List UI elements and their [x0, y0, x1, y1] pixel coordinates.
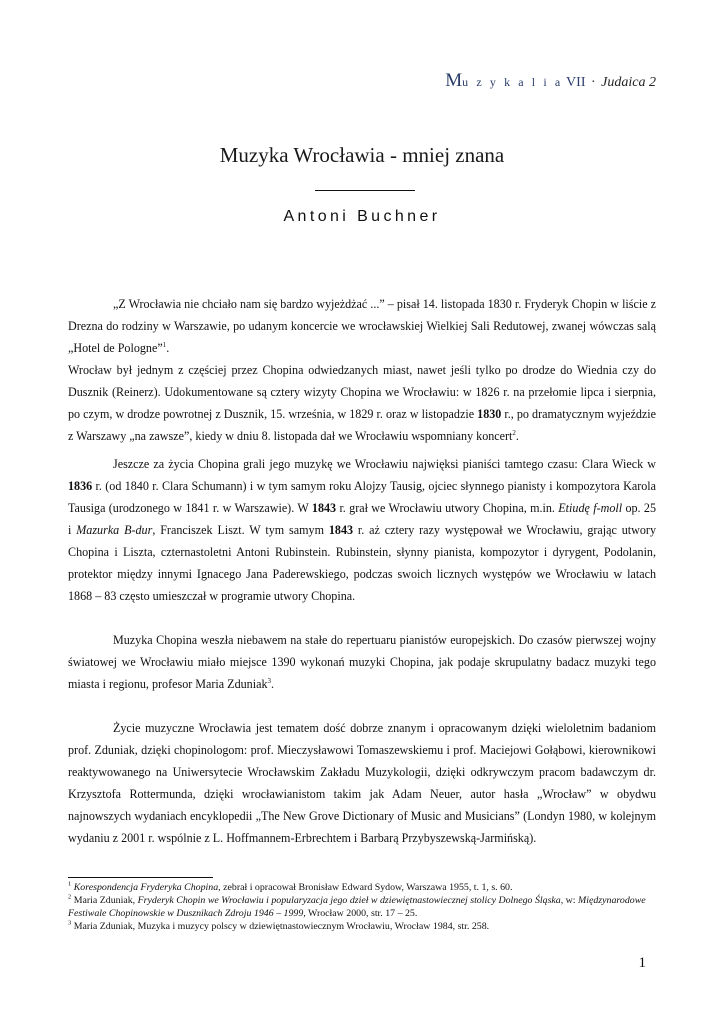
- paragraph-text: op. 25 i: [68, 501, 657, 537]
- header-separator: ·: [587, 75, 600, 90]
- bold-year: 1830: [477, 407, 502, 421]
- header-journal-initial: M: [445, 70, 463, 91]
- title-divider: [315, 190, 415, 191]
- article-body: [68, 293, 656, 849]
- paragraph-text: .: [271, 677, 275, 691]
- paragraph-text: , Franciszek Liszt. W tym samym: [152, 523, 329, 537]
- header-journal-name: u z y k a l i a: [462, 75, 563, 89]
- footnote-number: 1: [68, 880, 72, 888]
- footnote-text: Wrocław 2000, str. 17 – 25.: [305, 908, 418, 919]
- paragraph-5: [68, 717, 656, 849]
- footnote-3: [68, 920, 658, 933]
- paragraph-text: Muzyka Chopina weszła niebawem na stałe do repertuaru pianistów europejskich. Do czasów pierwszej wojny światowej we Wrocławiu miało miejsce 1390 wykonań muzyki Chopina, jak podaje skrupulatny badacz muzyki tego miasta i regionu, profesor Maria Zduniak: [68, 633, 656, 691]
- paragraph-3: [68, 453, 656, 607]
- footnotes: [68, 881, 658, 933]
- footnote-title: Fryderyk Chopin we Wrocławiu i popularyzacja jego dzieł w dziewiętnastowiecznej stolicy Dolnego Śląska: [137, 895, 561, 906]
- footnote-number: 2: [68, 893, 72, 901]
- bold-year: 1843: [328, 523, 354, 537]
- paragraph-text: r. aż cztery razy występował we Wrocławiu, grając utwory Chopina i Liszta, czternastoletni Antoni Rubinstein. Rubinstein, słynny pianista, kompozytor i dyrygent, Podolanin, protektor między innymi Ignacego Jana Paderewskiego, podczas swoich licznych występów we Wrocławiu w latach 1868 – 83 często umieszczał w programie utwory Chopina.: [68, 523, 656, 603]
- footnote-title: Korespondencja Fryderyka Chopina: [73, 882, 219, 893]
- work-title: Etiudę f-moll: [558, 501, 623, 515]
- bold-year: 1843: [311, 501, 337, 515]
- footnote-number: 3: [68, 919, 72, 927]
- paragraph-4: [68, 629, 656, 695]
- footnote-1: [68, 881, 658, 894]
- footnote-ref-3: 3: [267, 676, 271, 685]
- paragraph-text: r. grał we Wrocławiu utwory Chopina, m.in.: [336, 501, 559, 515]
- paragraph-text: „Z Wrocławia nie chciało nam się bardzo wyjeżdżać ...” – pisał 14. listopada 1830 r. Fryderyk Chopin w liście z Drezna do rodziny w Warszawie, po udanym koncercie we wrocławskiej Wielkiej Sali Redutowej, zwanej wówczas salą „Hotel de Pologne”: [68, 297, 656, 355]
- footnote-title: Międzynarodowe Festiwale Chopinowskie w Dusznikach Zdroju 1946 – 1999,: [68, 895, 646, 919]
- paragraph-text: Wrocław był jednym z częściej przez Chopina odwiedzanych miast, nawet jeśli tylko po drodze do Wiednia czy do Dusznik (Reinerz). Udokumentowane są cztery wizyty Chopina we Wrocławiu: w 1826 r. na przełomie lipca i sierpnia, po czym, w drodze powrotnej z Dusznik, 15. września, w 1829 r. oraz w listopadzie: [68, 363, 656, 421]
- footnote-text: , zebrał i opracował Bronisław Edward Sydow, Warszawa 1955, t. 1, s. 60.: [218, 882, 513, 893]
- paragraph-2: [68, 359, 656, 447]
- footnote-divider: [68, 877, 213, 878]
- footnote-2: [68, 894, 658, 920]
- paragraph-text: r., po dramatycznym wyjeździe z Warszawy „na zawsze”, kiedy w dniu 8. listopada dał we Wrocławiu wspomniany koncert: [68, 407, 656, 443]
- header-series: Judaica 2: [601, 75, 656, 90]
- paragraph-text: r. (od 1840 r. Clara Schumann) i w tym samym roku Alojzy Tausig, ojciec słynnego pianisty i kompozytora Karola Tausiga (urodzonego w 1841 r. w Warszawie). W: [68, 479, 656, 515]
- paragraph-text: Życie muzyczne Wrocławia jest tematem dość dobrze znanym i opracowanym dzięki wieloletnim badaniom prof. Zduniak, dzięki chopinologom: prof. Mieczysławowi Tomaszewskiemu i prof. Maciejowi Gołąbowi, kierownikowi reaktywowanego na Uniwersytecie Wrocławskim Zakładu Muzykologii, dzięki odkrywczym pracom badawczym dr. Krzysztofa Rottermunda, dzięki wrocławianistom takim jak Adam Neuer, autor hasła „Wrocław” w obydwu najnowszych wydaniach encyklopedii „The New Grove Dictionary of Music and Musicians” (Londyn 1980, w kolejnym wydaniu z 2001 r. wspólnie z L. Hoffmannem-Erbrechtem i Barbarą Przybyszewską-Jarmińską).: [68, 721, 656, 845]
- paragraph-text: Jeszcze za życia Chopina grali jego muzykę we Wrocławiu najwięksi pianiści tamtego czasu: Clara Wieck w: [113, 457, 656, 471]
- paragraph-text: .: [515, 429, 519, 443]
- header-volume: VII: [562, 75, 586, 90]
- running-header: [445, 70, 656, 92]
- work-title: Mazurka B-dur: [76, 523, 153, 537]
- footnote-ref-2: 2: [512, 428, 516, 437]
- paragraph-text: .: [166, 341, 170, 355]
- paragraph-1: [68, 293, 656, 359]
- footnote-text: , w:: [560, 895, 579, 906]
- footnote-ref-1: 1: [162, 340, 167, 349]
- footnote-text: Maria Zduniak,: [71, 895, 138, 906]
- article-author: Antoni Buchner: [283, 208, 441, 225]
- page-number: 1: [638, 955, 646, 971]
- bold-year: 1836: [68, 479, 93, 493]
- footnote-text: Maria Zduniak, Muzyka i muzycy polscy w dziewiętnastowiecznym Wrocławiu, Wrocław 1984, str. 258.: [71, 921, 490, 932]
- article-title: Muzyka Wrocławia - mniej znana: [219, 143, 505, 167]
